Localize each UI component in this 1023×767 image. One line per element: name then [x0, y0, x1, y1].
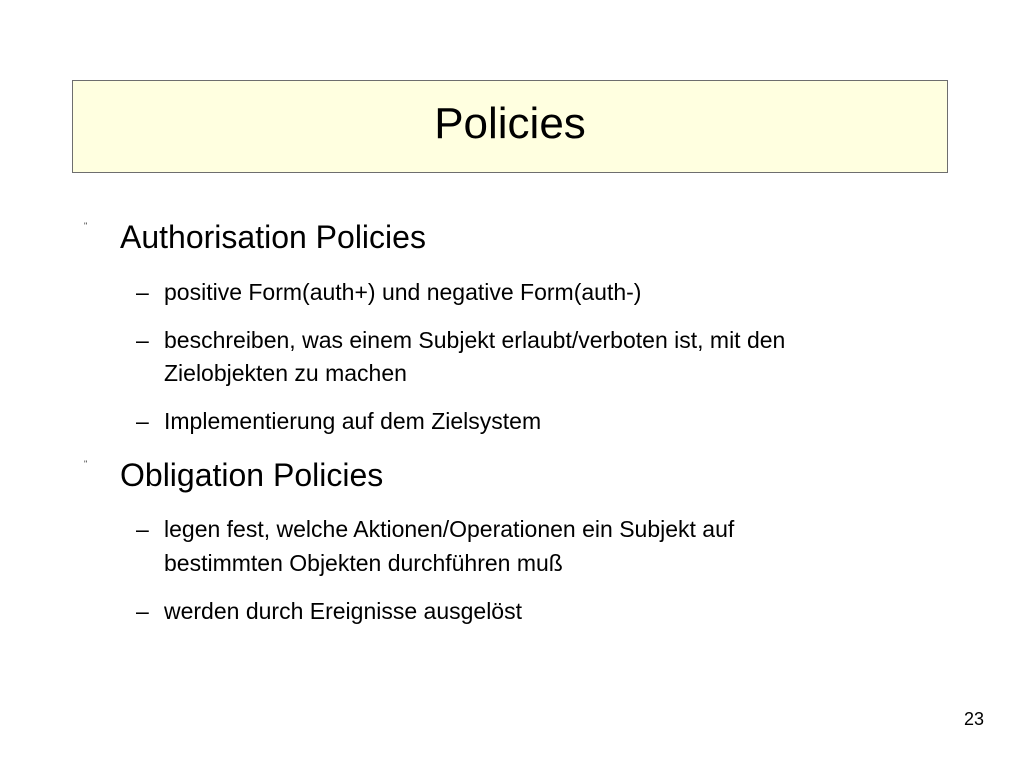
- dash-marker: –: [136, 327, 149, 353]
- dash-marker: –: [136, 408, 149, 434]
- bullet-marker: ": [84, 221, 88, 231]
- bullet-heading: Authorisation Policies: [120, 219, 426, 255]
- sub-bullet-text: legen fest, welche Aktionen/Operationen ein Subjekt auf: [164, 516, 735, 542]
- sub-bullet-text: bestimmten Objekten durchführen muß: [164, 550, 563, 576]
- sub-bullet-text: Implementierung auf dem Zielsystem: [164, 408, 542, 434]
- bullet-authorisation-policies: [84, 218, 944, 256]
- title-box: [72, 80, 948, 173]
- sub-bullet-text: werden durch Ereignisse ausgelöst: [164, 598, 522, 624]
- sub-bullet-text: beschreiben, was einem Subjekt erlaubt/verboten ist, mit den: [164, 327, 786, 353]
- bullet-obligation-policies: [84, 456, 944, 494]
- slide-title: Policies: [434, 98, 586, 148]
- sub-bullet-text: Zielobjekten zu machen: [164, 360, 407, 386]
- dash-marker: –: [136, 598, 149, 624]
- dash-marker: –: [136, 279, 149, 305]
- sub-bullet-text: positive Form(auth+) und negative Form(auth-): [164, 279, 642, 305]
- page-number: 23: [963, 709, 984, 729]
- bullet-marker: ": [84, 459, 88, 469]
- dash-marker: –: [136, 516, 149, 542]
- bullet-heading: Obligation Policies: [120, 457, 384, 493]
